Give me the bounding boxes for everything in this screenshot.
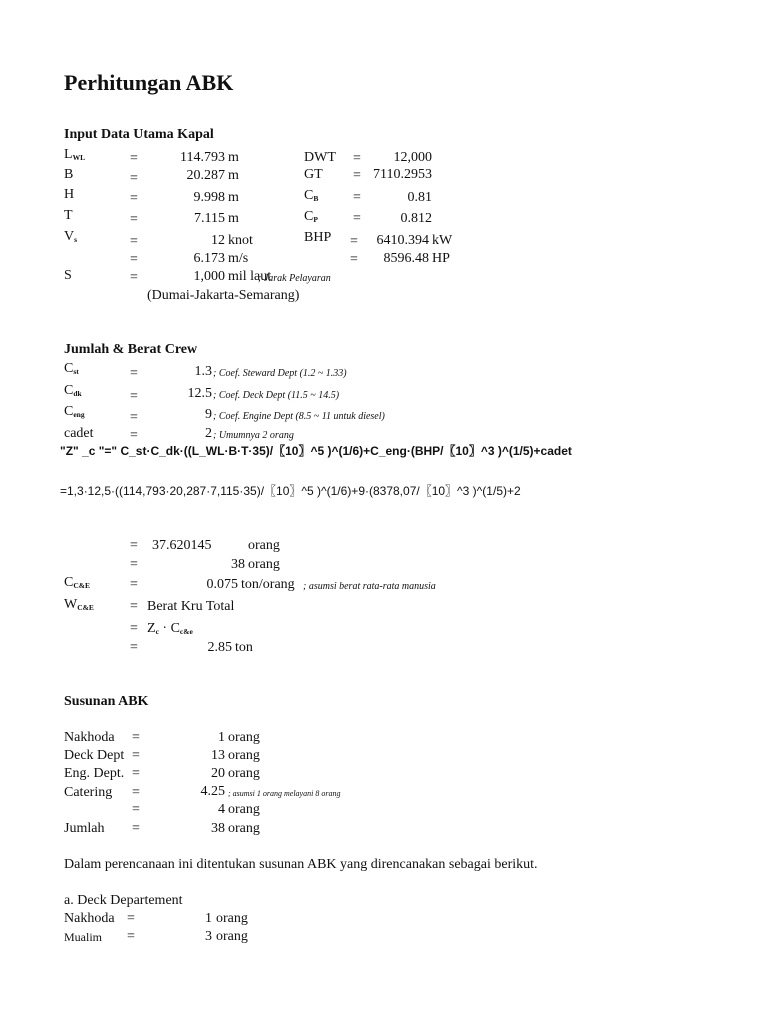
paragraph-susunan: Dalam perencanaan ini ditentukan susunan ABK yang direncanakan sebagai berikut.	[64, 857, 538, 872]
value-zc-rounded: 38	[231, 557, 245, 572]
text-berat-kru-total: Berat Kru Total	[147, 599, 235, 614]
label-catering: Catering	[64, 785, 113, 800]
section-heading-susunan-abk: Susunan ABK	[64, 694, 149, 709]
label-cb: CB	[304, 188, 319, 203]
section-heading-jumlah-berat-crew: Jumlah & Berat Crew	[64, 342, 198, 357]
value-cdk: 12.5	[187, 386, 212, 401]
note-ceng: ; Coef. Engine Dept (8.5 ~ 11 untuk diesel)	[213, 411, 385, 422]
value-nakhoda: 1	[218, 730, 225, 745]
equals-sign: =	[130, 538, 138, 553]
note-catering: ; asumsi 1 orang melayani 8 orang	[228, 789, 341, 798]
equals-sign: =	[130, 577, 138, 592]
equals-sign: =	[130, 557, 138, 572]
equals-sign: =	[130, 366, 138, 381]
note-cst: ; Coef. Steward Dept (1.2 ~ 1.33)	[213, 368, 347, 379]
formula-zc-substituted: =1,3·12,5·((114,793·20,287·7,115·35)/〖10〗^5 )^(1/6)+9·(8378,07/〖10〗^3 )^(1/5)+2	[60, 484, 521, 498]
label-cst: Cst	[64, 361, 79, 376]
value-vs-ms: 6.173	[193, 251, 225, 266]
equals-sign: =	[130, 621, 138, 636]
equals-sign: =	[130, 171, 138, 186]
value-eng-dept: 20	[211, 766, 225, 781]
value-lwl: 114.793	[180, 150, 225, 165]
note-cce: ; asumsi berat rata-rata manusia	[303, 581, 436, 592]
equals-sign: =	[132, 730, 140, 745]
equals-sign: =	[130, 212, 138, 227]
value-nakhoda-deck: 1	[205, 911, 212, 926]
unit-deck-dept: orang	[228, 748, 260, 763]
label-deck-dept: Deck Dept	[64, 748, 125, 763]
note-cadet: ; Umumnya 2 orang	[213, 430, 294, 441]
equals-sign: =	[130, 428, 138, 443]
page-title: Perhitungan ABK	[64, 70, 234, 95]
unit-b: m	[228, 168, 239, 183]
unit-zc-raw: orang	[248, 538, 280, 553]
value-catering-rounded: 4	[218, 802, 225, 817]
equals-sign: =	[353, 211, 361, 226]
value-wce: 2.85	[207, 640, 232, 655]
unit-h: m	[228, 190, 239, 205]
value-cadet: 2	[205, 426, 212, 441]
section-heading-input-data: Input Data Utama Kapal	[64, 127, 214, 142]
value-jumlah: 38	[211, 821, 225, 836]
unit-eng-dept: orang	[228, 766, 260, 781]
value-deck-dept: 13	[211, 748, 225, 763]
equals-sign: =	[353, 168, 361, 183]
equals-sign: =	[127, 929, 135, 944]
unit-s: mil laut	[228, 269, 272, 284]
label-jumlah: Jumlah	[64, 821, 105, 836]
equals-sign: =	[130, 151, 138, 166]
unit-wce: ton	[235, 640, 253, 655]
unit-cce: ton/orang	[241, 577, 295, 592]
equals-sign: =	[350, 234, 358, 249]
equals-sign: =	[353, 151, 361, 166]
unit-vs: knot	[228, 233, 253, 248]
value-cst: 1.3	[194, 364, 212, 379]
label-nakhoda-deck: Nakhoda	[64, 911, 115, 926]
unit-lwl: m	[228, 150, 239, 165]
equals-sign: =	[130, 640, 138, 655]
label-gt: GT	[304, 167, 323, 182]
label-t: T	[64, 208, 73, 223]
label-s: S	[64, 268, 72, 283]
value-b: 20.287	[186, 168, 225, 183]
label-wce: WC&E	[64, 597, 94, 612]
note-cdk: ; Coef. Deck Dept (11.5 ~ 14.5)	[213, 390, 340, 401]
value-mualim: 3	[205, 929, 212, 944]
label-vs: Vs	[64, 229, 78, 244]
unit-jumlah: orang	[228, 821, 260, 836]
sub-heading-deck-departement: a. Deck Departement	[64, 893, 183, 908]
equals-sign: =	[132, 802, 140, 817]
equals-sign: =	[353, 190, 361, 205]
equals-sign: =	[130, 191, 138, 206]
unit-nakhoda-deck: orang	[216, 911, 248, 926]
value-cce: 0.075	[206, 577, 238, 592]
value-bhp-hp: 8596.48	[383, 251, 429, 266]
label-lwl: LWL	[64, 147, 86, 162]
value-h: 9.998	[193, 190, 225, 205]
label-mualim: Mualim	[64, 930, 102, 944]
route-text: (Dumai-Jakarta-Semarang)	[147, 288, 300, 303]
equals-sign: =	[130, 410, 138, 425]
value-t: 7.115	[194, 211, 225, 226]
label-cp: CP	[304, 209, 318, 224]
value-bhp-kw: 6410.394	[376, 233, 429, 248]
unit-zc-rounded: orang	[248, 557, 280, 572]
equals-sign: =	[132, 785, 140, 800]
note-jarak-pelayaran: ; Jarak Pelayaran	[258, 273, 331, 284]
unit-vs-ms: m/s	[228, 251, 249, 266]
equals-sign: =	[127, 911, 135, 926]
unit-catering-rounded: orang	[228, 802, 260, 817]
equals-sign: =	[350, 252, 358, 267]
unit-bhp-hp: HP	[432, 251, 450, 266]
value-dwt: 12,000	[393, 150, 432, 165]
label-cadet: cadet	[64, 426, 94, 441]
unit-bhp-kw: kW	[432, 233, 453, 248]
label-cce: CC&E	[64, 575, 91, 590]
equals-sign: =	[130, 270, 138, 285]
label-eng-dept: Eng. Dept.	[64, 766, 125, 781]
label-dwt: DWT	[304, 150, 336, 165]
formula-zc-general: "Z" _c "=" C_st·C_dk·((L_WL·B·T·35)/〖10〗^5 )^(1/6)+C_eng·(BHP/〖10〗^3 )^(1/5)+cadet	[60, 444, 572, 458]
label-h: H	[64, 187, 75, 202]
value-s: 1,000	[193, 269, 225, 284]
value-zc-raw: 37.620145	[152, 538, 212, 553]
unit-mualim: orang	[216, 929, 248, 944]
equals-sign: =	[132, 766, 140, 781]
equals-sign: =	[130, 389, 138, 404]
value-gt: 7110.2953	[373, 167, 432, 182]
label-cdk: Cdk	[64, 383, 82, 398]
value-cp: 0.812	[400, 211, 432, 226]
value-ceng: 9	[205, 407, 212, 422]
value-cb: 0.81	[407, 190, 432, 205]
value-vs: 12	[211, 233, 225, 248]
unit-t: m	[228, 211, 239, 226]
label-bhp: BHP	[304, 230, 332, 245]
value-catering: 4.25	[200, 784, 225, 799]
equals-sign: =	[132, 821, 140, 836]
equals-sign: =	[132, 748, 140, 763]
label-nakhoda: Nakhoda	[64, 730, 115, 745]
formula-wce: Zc · Cc&e	[147, 621, 193, 636]
label-b: B	[64, 167, 74, 182]
equals-sign: =	[130, 599, 138, 614]
label-ceng: Ceng	[64, 404, 85, 419]
equals-sign: =	[130, 234, 138, 249]
equals-sign: =	[130, 252, 138, 267]
unit-nakhoda: orang	[228, 730, 260, 745]
